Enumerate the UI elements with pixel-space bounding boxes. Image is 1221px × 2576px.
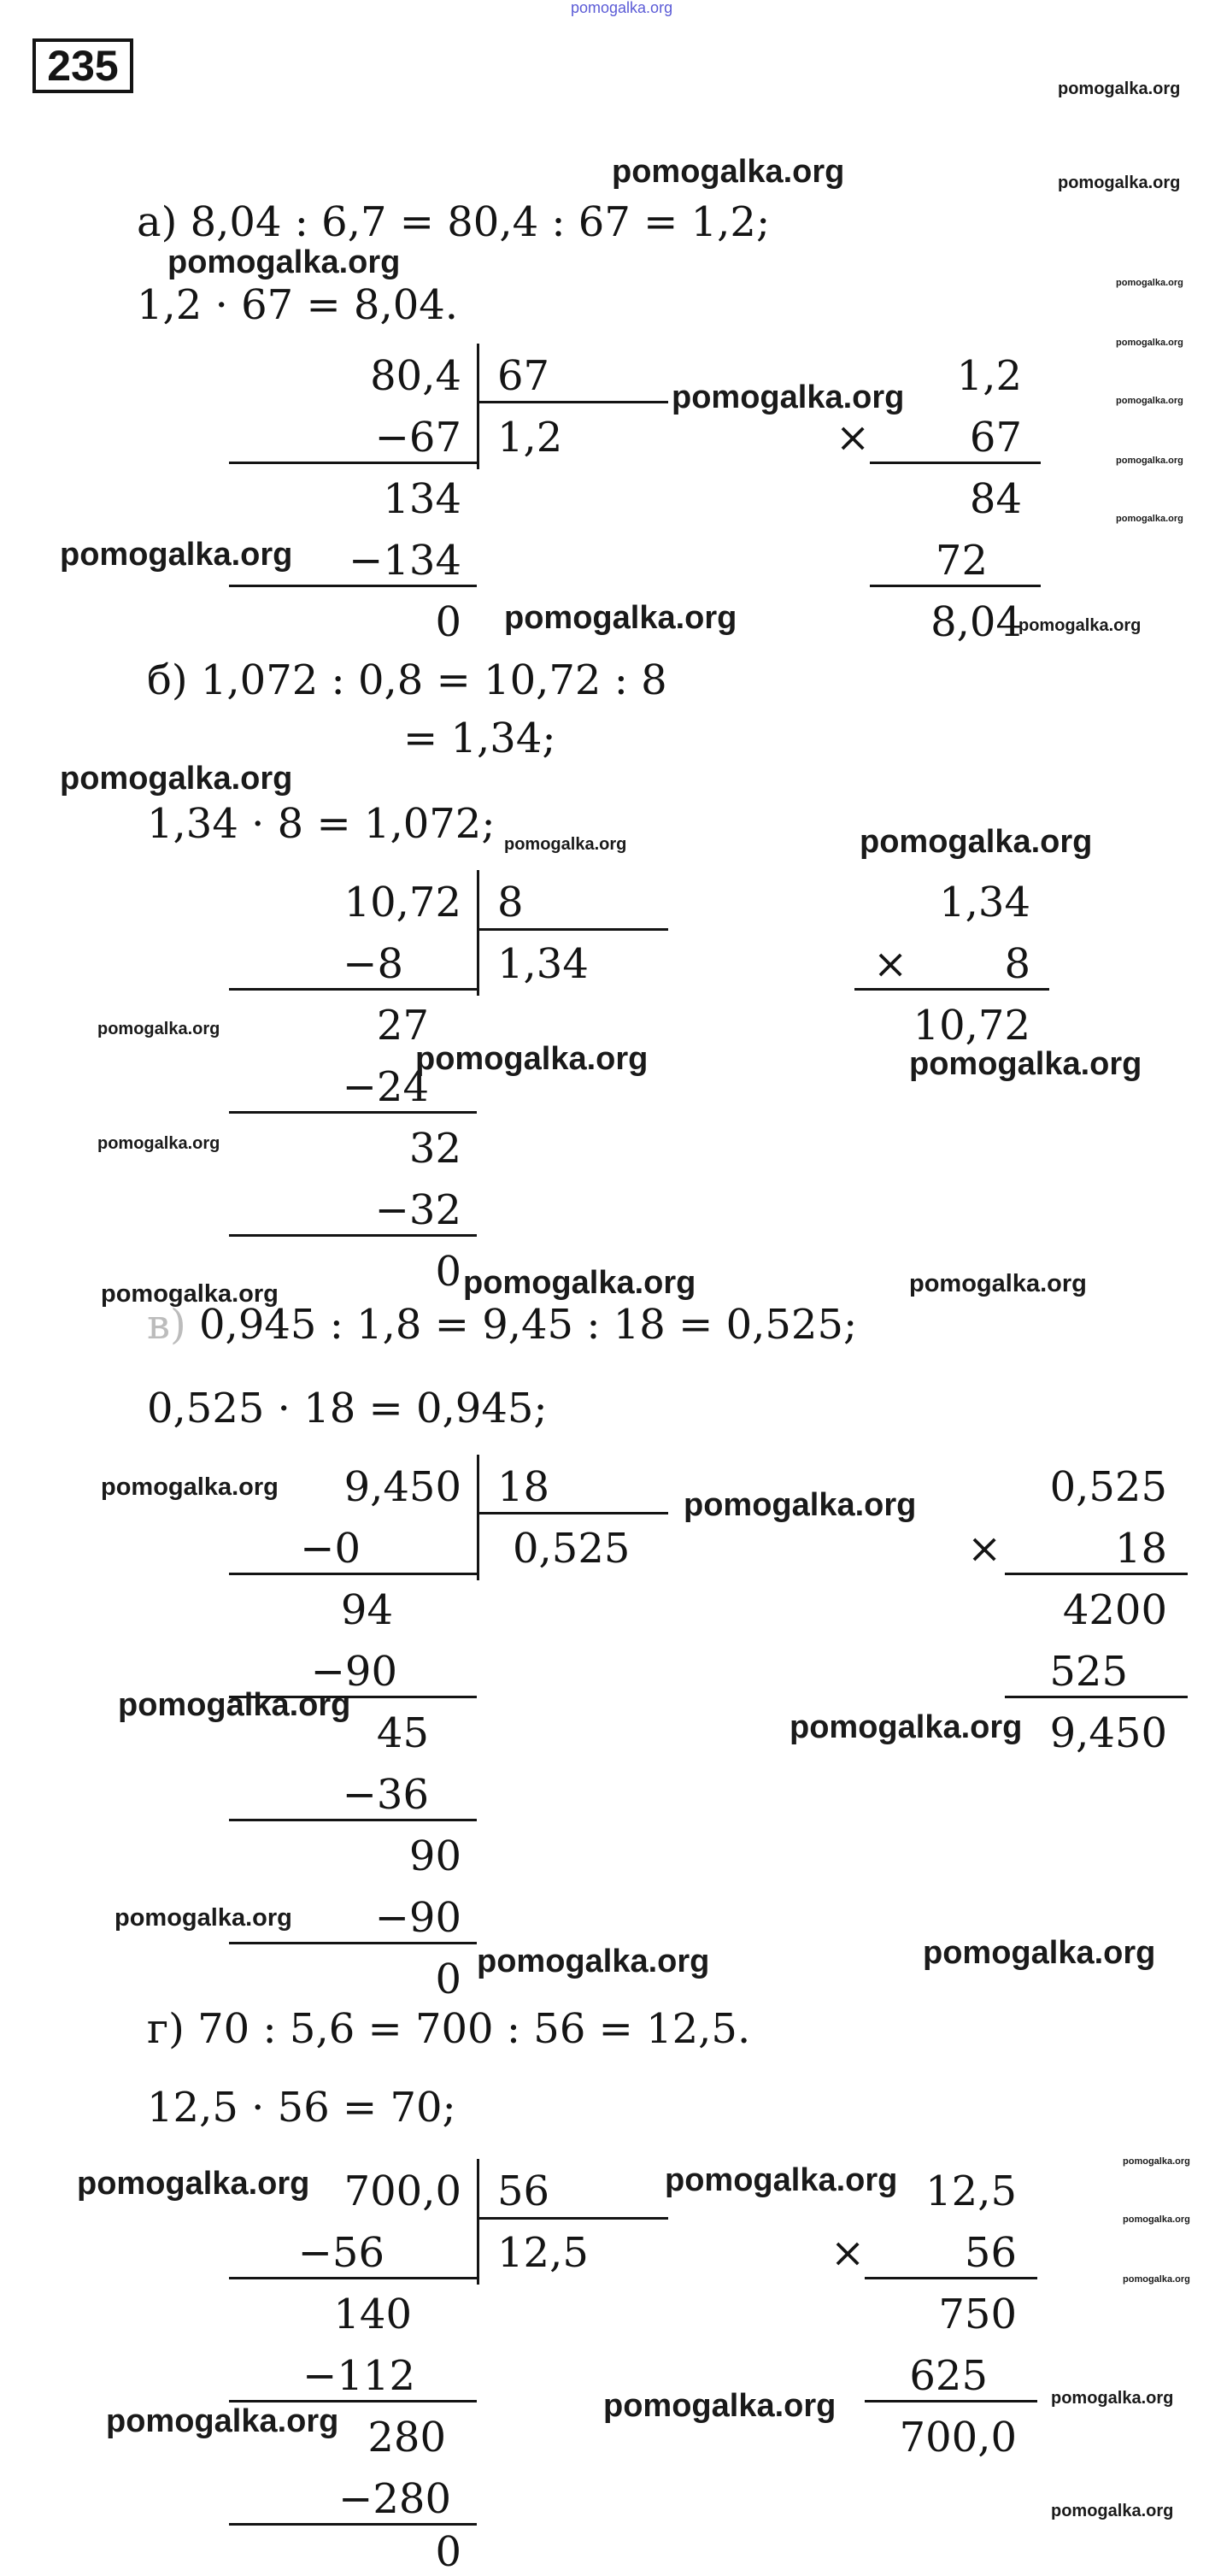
part-c-line1 xyxy=(147,1301,858,1349)
division-c-line xyxy=(229,1819,477,1821)
watermark: pomogalka.org xyxy=(1051,2502,1174,2520)
division-a-line xyxy=(229,462,477,464)
division-b-dividend: 10,72 xyxy=(343,879,461,926)
mult-a-factor2: 67 xyxy=(969,414,1022,462)
division-d-step: 140 xyxy=(333,2291,412,2338)
watermark: pomogalka.org xyxy=(463,1265,696,1301)
watermark: pomogalka.org xyxy=(114,1904,292,1932)
division-b-step: 27 xyxy=(376,1002,429,1050)
watermark: pomogalka.org xyxy=(1051,2389,1174,2408)
division-c-divisor-line xyxy=(478,1512,668,1514)
watermark: pomogalka.org xyxy=(909,1046,1142,1082)
division-d-line xyxy=(229,2523,477,2526)
watermark: pomogalka.org xyxy=(1123,2274,1190,2285)
mult-a-sign: × xyxy=(836,414,871,462)
part-b-line1: б) 1,072 : 0,8 = 10,72 : 8 xyxy=(147,656,667,704)
mult-b-sign: × xyxy=(873,940,908,988)
division-c-step: 90 xyxy=(408,1832,461,1880)
division-d-step: 0 xyxy=(435,2528,461,2576)
division-c-step: −90 xyxy=(310,1648,397,1696)
watermark: pomogalka.org xyxy=(684,1487,917,1523)
watermark: pomogalka.org xyxy=(1116,396,1183,406)
division-c-step: −0 xyxy=(300,1525,361,1573)
division-c-step: −36 xyxy=(342,1771,429,1819)
mult-a-line xyxy=(870,585,1041,587)
watermark: pomogalka.org xyxy=(101,1473,279,1501)
mult-d-sign: × xyxy=(831,2229,866,2277)
mult-b-factor1: 1,34 xyxy=(939,879,1030,926)
division-c-dividend: 9,450 xyxy=(343,1463,461,1511)
mult-d-factor1: 12,5 xyxy=(925,2167,1017,2215)
division-b-line xyxy=(229,1234,477,1237)
mult-c-line xyxy=(1005,1573,1188,1575)
watermark: pomogalka.org xyxy=(504,835,627,854)
division-c-divisor: 18 xyxy=(497,1463,550,1511)
mult-c-partial: 525 xyxy=(1049,1648,1128,1696)
division-b-quotient: 1,34 xyxy=(497,940,589,988)
division-c-step: 45 xyxy=(376,1709,429,1757)
mult-c-result: 9,450 xyxy=(1049,1709,1167,1757)
division-d-dividend: 700,0 xyxy=(343,2167,461,2215)
watermark: pomogalka.org xyxy=(923,1935,1156,1971)
mult-a-line xyxy=(870,462,1041,464)
watermark: pomogalka.org xyxy=(1058,173,1181,192)
division-a-dividend: 80,4 xyxy=(370,352,461,400)
division-b-divisor: 8 xyxy=(497,879,524,926)
division-d-quotient: 12,5 xyxy=(497,2229,589,2277)
division-a-divisor-line xyxy=(478,401,668,403)
watermark: pomogalka.org xyxy=(1116,338,1183,348)
division-a-step: −67 xyxy=(374,414,461,462)
part-c-label: в) xyxy=(147,1301,186,1349)
watermark: pomogalka.org xyxy=(909,1270,1087,1297)
division-c-line xyxy=(229,1942,477,1944)
division-c-quotient: 0,525 xyxy=(513,1525,631,1573)
mult-a-factor1: 1,2 xyxy=(956,352,1022,400)
mult-c-factor1: 0,525 xyxy=(1049,1463,1167,1511)
watermark: pomogalka.org xyxy=(106,2403,339,2439)
division-c-step: 0 xyxy=(435,1956,461,2003)
division-c-step: 94 xyxy=(340,1586,393,1634)
division-b-divisor-line xyxy=(478,928,668,931)
watermark-top: pomogalka.org xyxy=(571,0,673,16)
mult-d-partial: 625 xyxy=(909,2352,988,2400)
part-c-equation: 0,945 : 1,8 = 9,45 : 18 = 0,525; xyxy=(199,1301,858,1349)
mult-d-result: 700,0 xyxy=(899,2414,1017,2461)
mult-a-result: 8,04 xyxy=(930,598,1022,646)
mult-b-line xyxy=(854,988,1049,991)
division-d-step: 280 xyxy=(367,2414,446,2461)
watermark: pomogalka.org xyxy=(790,1709,1023,1745)
division-d-divisor: 56 xyxy=(497,2167,550,2215)
division-b-step: 32 xyxy=(408,1125,461,1173)
mult-c-factor2: 18 xyxy=(1114,1525,1167,1573)
watermark: pomogalka.org xyxy=(860,824,1093,860)
watermark: pomogalka.org xyxy=(665,2162,898,2198)
watermark: pomogalka.org xyxy=(60,537,293,573)
watermark: pomogalka.org xyxy=(612,154,845,190)
watermark: pomogalka.org xyxy=(167,244,401,280)
watermark: pomogalka.org xyxy=(77,2166,310,2202)
division-b-step: −32 xyxy=(374,1186,461,1234)
division-b-step: 0 xyxy=(435,1248,461,1296)
mult-d-partial: 750 xyxy=(938,2291,1017,2338)
part-a-line2: 1,2 · 67 = 8,04. xyxy=(137,281,459,329)
watermark: pomogalka.org xyxy=(1123,2214,1190,2225)
division-a-bracket xyxy=(477,344,479,469)
division-b-line xyxy=(229,1111,477,1114)
part-d-line2: 12,5 · 56 = 70; xyxy=(147,2084,456,2132)
watermark: pomogalka.org xyxy=(1116,278,1183,288)
division-d-line xyxy=(229,2277,477,2279)
division-d-bracket xyxy=(477,2159,479,2285)
watermark: pomogalka.org xyxy=(477,1944,710,1979)
problem-number: 235 xyxy=(32,38,133,93)
part-d-line1: г) 70 : 5,6 = 700 : 56 = 12,5. xyxy=(147,2005,751,2053)
watermark: pomogalka.org xyxy=(504,600,737,636)
watermark: pomogalka.org xyxy=(603,2388,837,2424)
watermark: pomogalka.org xyxy=(672,379,905,415)
division-a-step: 134 xyxy=(383,475,461,523)
division-a-divisor: 67 xyxy=(497,352,550,400)
part-b-line2: = 1,34; xyxy=(403,715,556,762)
division-a-quotient: 1,2 xyxy=(497,414,563,462)
part-c-line2: 0,525 · 18 = 0,945; xyxy=(147,1385,548,1432)
division-d-step: −112 xyxy=(302,2352,415,2400)
watermark: pomogalka.org xyxy=(97,1134,220,1153)
watermark: pomogalka.org xyxy=(415,1041,649,1077)
division-b-step: −8 xyxy=(343,940,403,988)
watermark: pomogalka.org xyxy=(1018,616,1142,635)
division-a-step: −134 xyxy=(349,537,461,585)
division-a-step: 0 xyxy=(435,598,461,646)
mult-c-line xyxy=(1005,1696,1188,1698)
mult-d-line xyxy=(865,2400,1037,2403)
mult-b-result: 10,72 xyxy=(913,1002,1030,1050)
watermark: pomogalka.org xyxy=(1116,514,1183,524)
division-d-step: −280 xyxy=(338,2475,451,2523)
division-b-line xyxy=(229,988,477,991)
division-c-bracket xyxy=(477,1455,479,1580)
division-c-step: −90 xyxy=(374,1894,461,1942)
division-d-divisor-line xyxy=(478,2217,668,2220)
mult-a-partial: 84 xyxy=(969,475,1022,523)
mult-c-partial: 4200 xyxy=(1062,1586,1167,1634)
mult-d-factor2: 56 xyxy=(964,2229,1017,2277)
watermark: pomogalka.org xyxy=(1058,79,1181,98)
part-b-line3: 1,34 · 8 = 1,072; xyxy=(147,800,496,848)
watermark: pomogalka.org xyxy=(97,1020,220,1038)
division-a-line xyxy=(229,585,477,587)
watermark: pomogalka.org xyxy=(118,1687,351,1723)
mult-d-line xyxy=(865,2277,1037,2279)
division-d-line xyxy=(229,2400,477,2403)
watermark: pomogalka.org xyxy=(60,761,293,797)
division-c-line xyxy=(229,1573,477,1575)
watermark: pomogalka.org xyxy=(101,1280,279,1308)
division-b-step: −24 xyxy=(342,1063,429,1111)
watermark: pomogalka.org xyxy=(1123,2156,1190,2167)
division-d-step: −56 xyxy=(297,2229,384,2277)
mult-b-factor2: 8 xyxy=(1004,940,1030,988)
mult-c-sign: × xyxy=(967,1525,1002,1573)
mult-a-partial: 72 xyxy=(935,537,988,585)
watermark: pomogalka.org xyxy=(1116,456,1183,466)
part-a-line1: а) 8,04 : 6,7 = 80,4 : 67 = 1,2; xyxy=(137,198,771,246)
division-b-bracket xyxy=(477,870,479,996)
